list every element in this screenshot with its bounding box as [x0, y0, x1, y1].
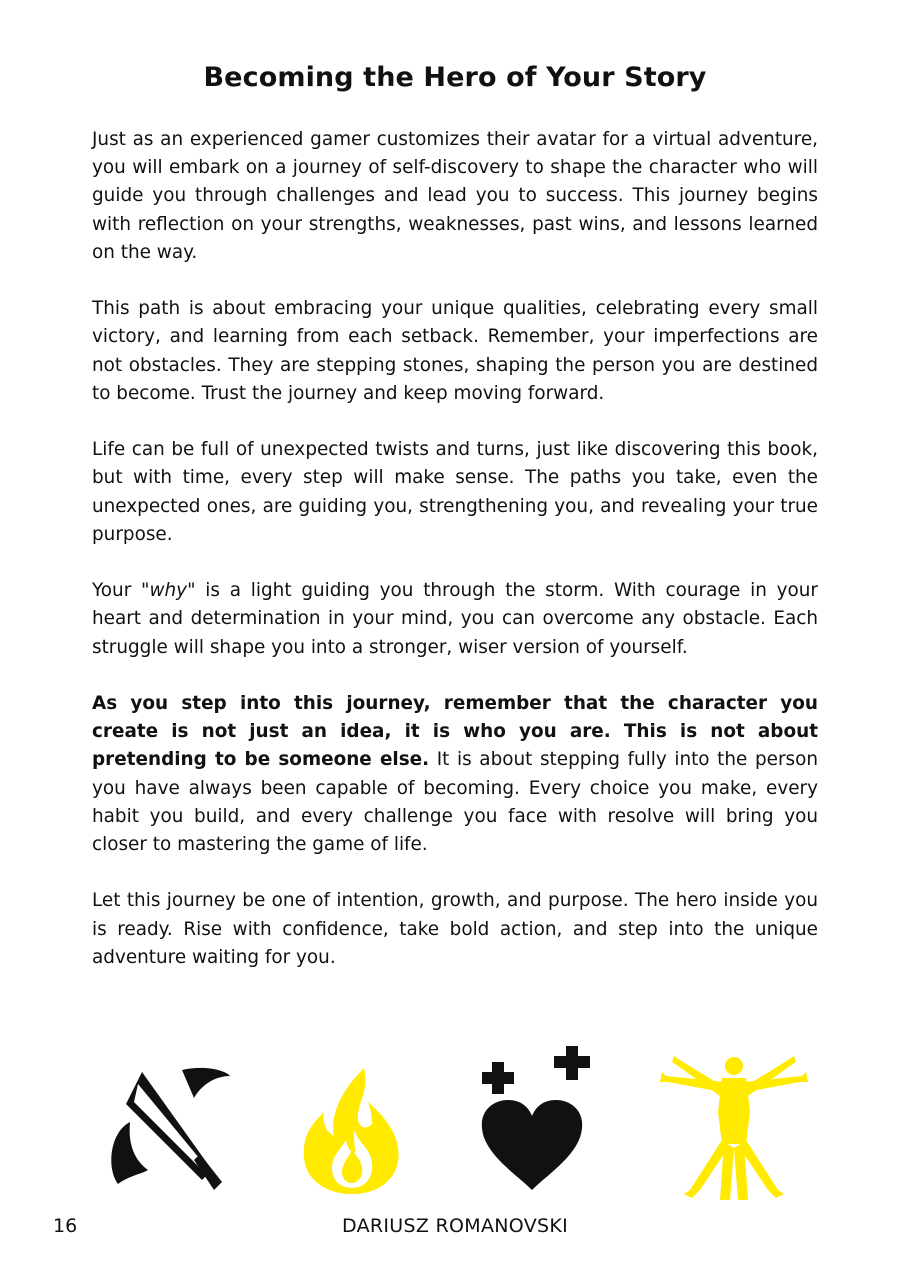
paragraph-1: Just as an experienced gamer customizes their avatar for a virtual adventure, you will embark on a journey of self-discovery to shape the character who will guide you through challenges and lead you to success. This journey begins with reflection on your strengths, weaknesses, past wins, and lessons learned on the way. [92, 129, 818, 263]
heart-plus-icon [470, 1044, 592, 1196]
vitruvian-man-icon [660, 1052, 808, 1204]
paragraph-4 [92, 577, 818, 662]
sword-icon [104, 1064, 234, 1194]
paragraph-2: This path is about embracing your unique qualities, celebrating every small victory, and learning from each setback. Remember, your imperfections are not obstacles. They are stepping stones, shaping the person you are destined to become. Trust the journey and keep moving forward. [92, 298, 818, 404]
paragraph-3: Life can be full of unexpected twists and turns, just like discovering this book, but with time, every step will make sense. The paths you take, even the unexpected ones, are guiding you, strengthening you, and revealing your true purpose. [92, 439, 818, 545]
icons-row [92, 1040, 818, 1210]
paragraph-4-rest: is a light guiding you through the storm. With courage in your heart and determination in your mind, you can overcome any obstacle. Each struggle will shape you into a stronger, wiser version of yourself. [92, 580, 818, 658]
body-text [92, 126, 818, 1000]
flame-icon [302, 1066, 402, 1194]
paragraph-6: Let this journey be one of intention, growth, and purpose. The hero inside you is ready. Rise with confidence, take bold action, and step into the unique adventure waiting for you. [92, 890, 818, 968]
paragraph-4-start: Your [92, 580, 142, 602]
paragraph-5-rest: It is about stepping fully into the person you have always been capable of becoming. Every choice you make, every habit you build, and every challenge you face with resolve will bring you closer to mastering the game of life. [92, 749, 819, 856]
page-number: 16 [53, 1215, 78, 1237]
why-emphasis: "why" [141, 580, 196, 602]
author-name: DARIUSZ ROMANOVSKI [341, 1215, 569, 1237]
page-title: Becoming the Hero of Your Story [203, 62, 707, 93]
paragraph-5-bold: As you step into this journey, remember that the character you create is not just an idea, it is who you are. This is not about pretending to be someone else. [92, 693, 818, 771]
paragraph-5 [92, 690, 818, 859]
